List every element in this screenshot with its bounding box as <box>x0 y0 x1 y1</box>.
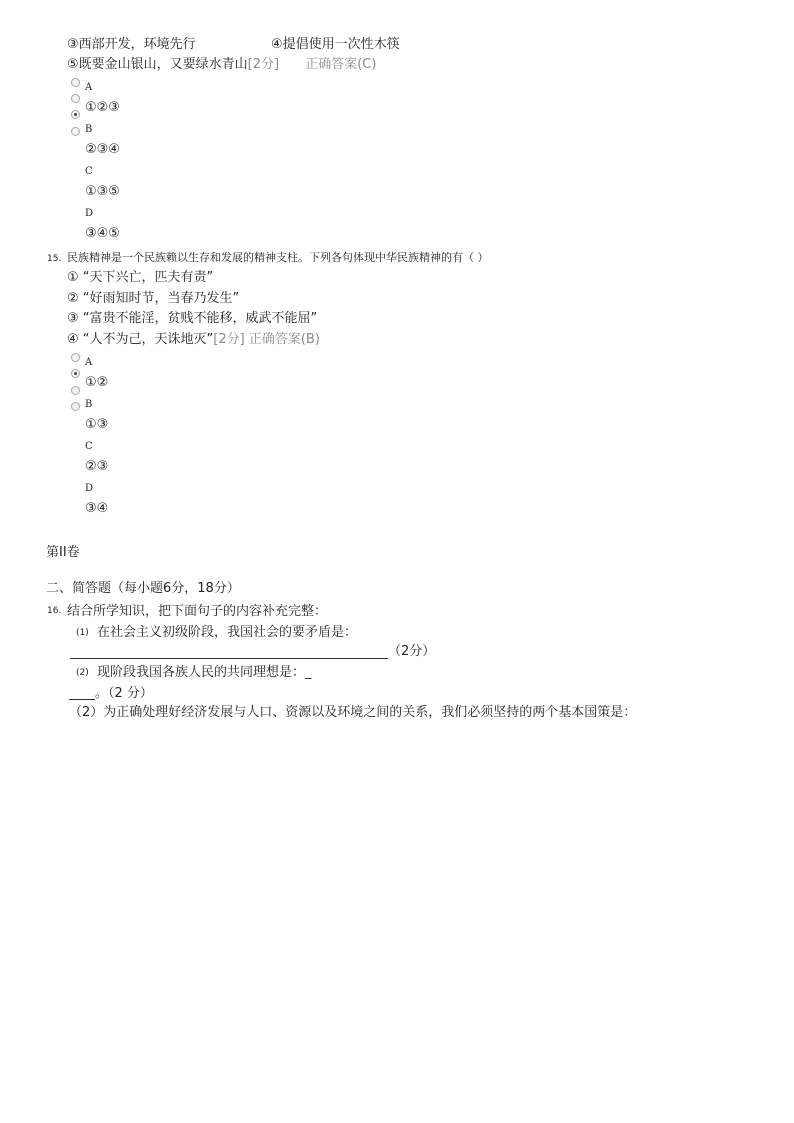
q15-radio-1[interactable] <box>71 353 80 362</box>
q14-correct-answer: 正确答案(C) <box>305 57 377 72</box>
q15-radio-2-selected[interactable] <box>71 369 80 378</box>
section-title: 二、简答题（每小题6分，18分） <box>46 581 240 596</box>
q14-radio-3-selected[interactable] <box>71 110 80 119</box>
q15-item-3: ③ “富贵不能淫，贫贱不能移，威武不能屈” <box>67 311 318 326</box>
q14-line5-text: ⑤既要金山银山，又要绿水青山 <box>67 57 248 72</box>
q16-sub2-number: (2) <box>76 668 89 678</box>
q16-number: 16. <box>47 606 62 616</box>
q16-sub1-text: 在社会主义初级阶段，我国社会的要矛盾是： <box>97 625 358 640</box>
q15-option-b-text: ①③ <box>85 417 109 432</box>
q15-item-4 <box>67 331 320 348</box>
q16-sub1-number: (1) <box>76 628 89 638</box>
q14-option-d-text: ③④⑤ <box>85 226 120 241</box>
q14-option-b-letter: B <box>85 124 93 135</box>
q16-sub1-score: （2分） <box>388 644 436 659</box>
q15-option-c-letter: C <box>85 441 93 452</box>
q15-item-4-text: ④ “人不为己，天诛地灭” <box>67 332 214 347</box>
q15-number: 15. <box>47 254 62 264</box>
q15-option-d-text: ③④ <box>85 501 109 516</box>
q16-sub1-answer-blank[interactable] <box>70 658 388 659</box>
q14-radio-2[interactable] <box>71 94 80 103</box>
q15-radio-4[interactable] <box>71 402 80 411</box>
q15-stem: 民族精神是一个民族赖以生存和发展的精神支柱。下列各句体现中华民族精神的有（ ） <box>67 251 489 264</box>
q14-option-c-letter: C <box>85 166 93 177</box>
q15-option-a-text: ①② <box>85 375 109 390</box>
q15-score: [2分] <box>213 332 245 347</box>
q16-stem: 结合所学知识，把下面句子的内容补充完整： <box>67 604 328 619</box>
q14-option-a-letter: A <box>85 82 93 93</box>
q15-option-b-letter: B <box>85 399 93 410</box>
q16-sub2-text: 现阶段我国各族人民的共同理想是：_ <box>97 665 312 680</box>
q14-option-line-4: ④提倡使用一次性木筷 <box>271 37 400 52</box>
q15-radio-3[interactable] <box>71 386 80 395</box>
q14-radio-4[interactable] <box>71 127 80 136</box>
q14-option-line-5 <box>67 56 376 73</box>
volume-title: 第II卷 <box>46 545 80 560</box>
q16-sub3-text: （2）为正确处理好经济发展与人口、资源以及环境之间的关系，我们必须坚持的两个基本国策是： <box>69 705 637 720</box>
q15-option-a-letter: A <box>85 357 93 368</box>
q15-correct-answer: 正确答案(B) <box>248 332 320 347</box>
q14-option-a-text: ①②③ <box>85 100 120 115</box>
q16-sub2-tail: ____。（2 分） <box>69 686 153 701</box>
q15-option-c-text: ②③ <box>85 459 109 474</box>
q14-option-d-letter: D <box>85 208 94 219</box>
q14-option-line-3: ③西部开发，环境先行 <box>67 37 196 52</box>
q14-radio-1[interactable] <box>71 78 80 87</box>
q15-option-d-letter: D <box>85 483 94 494</box>
q14-score: [2分] <box>247 57 280 72</box>
q15-item-2: ② “好雨知时节，当春乃发生” <box>67 291 240 306</box>
q15-item-1: ① “天下兴亡，匹夫有责” <box>67 270 214 285</box>
q14-option-b-text: ②③④ <box>85 142 120 157</box>
q14-option-c-text: ①③⑤ <box>85 184 120 199</box>
